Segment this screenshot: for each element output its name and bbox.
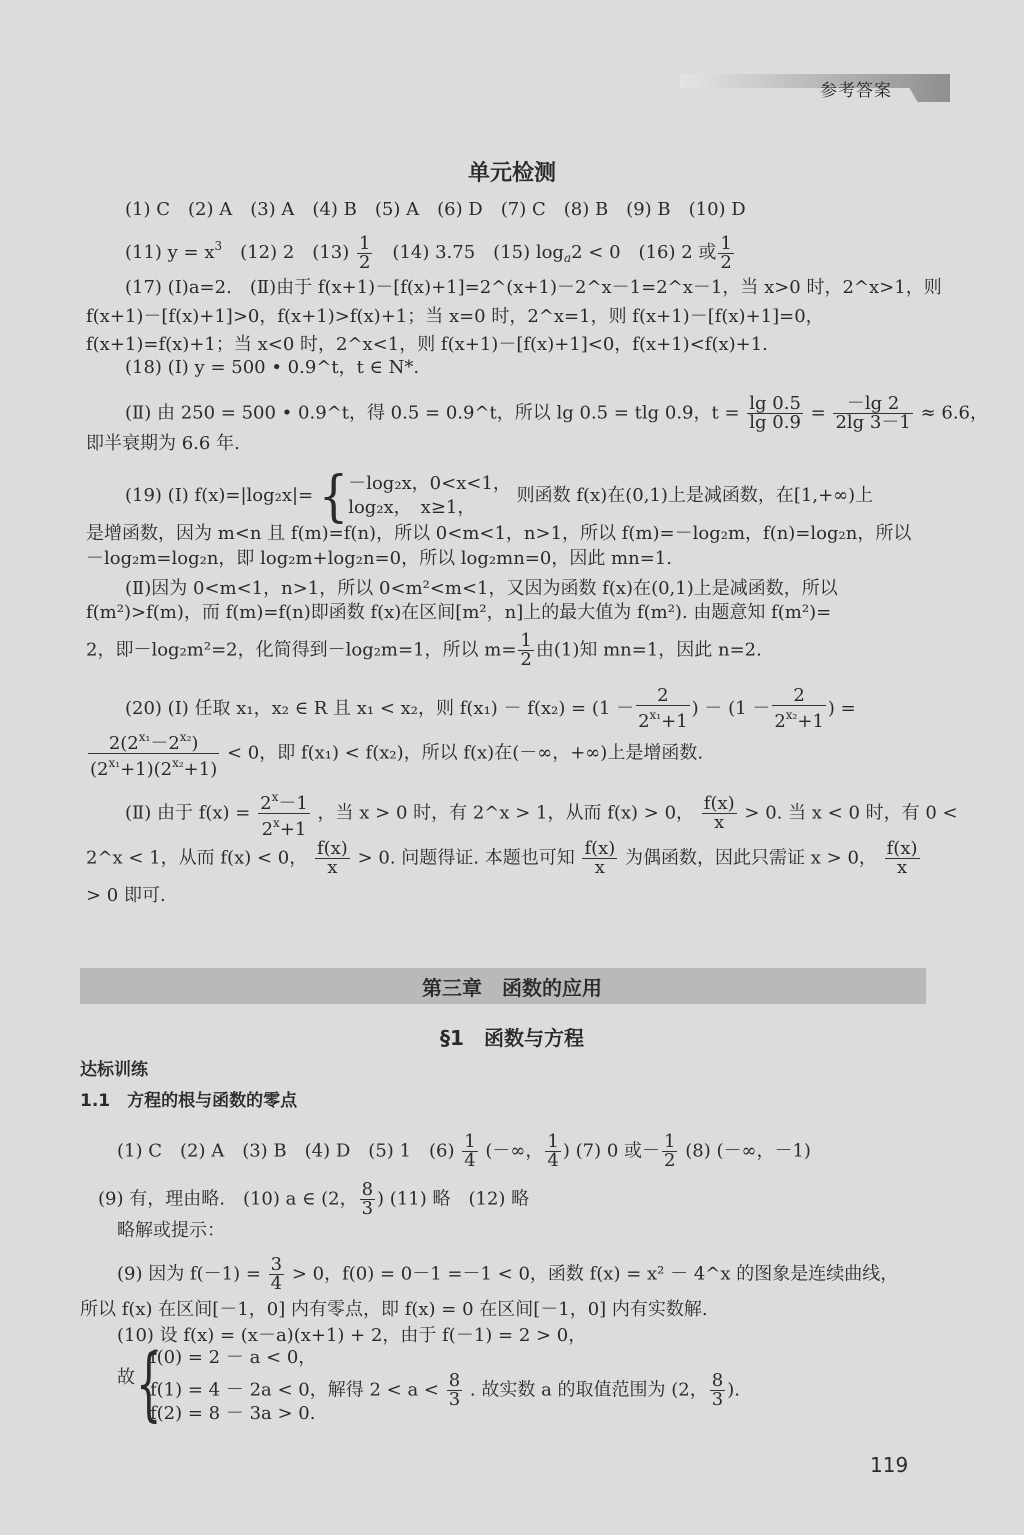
h10-system-2: f(1) = 4 － 2a < 0，解得 2 < a < $\frac{8}{3}$ . 故实数 a 的取值范围为 (2， $\frac{8}{3}$ ). <box>150 1370 740 1410</box>
q19-line-5: f(m²)>f(m)，而 f(m)=f(n)即函数 f(x)在区间[m²，n]上的最大值为 f(m²). 由题意知 f(m²)= <box>86 602 832 623</box>
ch-answers-line-2: (9) 有，理由略. (10) a ∈ (2， $\frac{8}{3}$ ) (11) 略 (12) 略 <box>98 1179 530 1219</box>
answers-line-1: (1) C (2) A (3) A (4) B (5) A (6) D (7) C (8) B (9) B (10) D <box>125 199 746 220</box>
q20-line-5: > 0 即可. <box>86 885 166 906</box>
fraction: $\frac{1}{2}$ <box>720 232 732 273</box>
q17-line-1: (17) (Ⅰ)a=2. (Ⅱ)由于 f(x+1)－[f(x)+1]=2^(x+1)－2^x－1=2^x－1，当 x>0 时，2^x>1，则 <box>125 277 942 298</box>
q18-line-3: 即半衰期为 6.6 年. <box>86 433 240 454</box>
subsection-title: 1.1 方程的根与函数的零点 <box>80 1091 298 1111</box>
h9-line-2: 所以 f(x) 在区间[－1，0] 内有零点，即 f(x) = 0 在区间[－1，0] 内有实数解. <box>80 1299 708 1320</box>
h10-brace: { <box>136 1337 162 1430</box>
section-title: §1 函数与方程 <box>440 1026 584 1050</box>
q20-line-4: 2^x < 1，从而 f(x) < 0， $\frac{f(x)}{x}$ > 0. 问题得证. 本题也可知 $\frac{f(x)}{x}$ 为偶函数，因此只需证 x > 0， $\frac{f(x)}{x}$ <box>86 838 918 878</box>
q20-line-3: (Ⅱ) 由于 f(x) = $\frac{2^x-1}{2^x+1}$ ，当 x > 0 时，有 2^x > 1，从而 f(x) > 0， $\frac{f(x)}{x}$ > 0. 当 x < 0 时，有 0 < <box>125 790 958 840</box>
ch-answers-line-1: (1) C (2) A (3) B (4) D (5) 1 (6) $\frac{1}{4}$ (－∞， $\frac{1}{4}$ ) (7) 0 或－ $\frac{1}{2}$ (8) (－∞，－1) <box>117 1131 811 1171</box>
q18-line-2: (Ⅱ) 由 250 = 500 • 0.9^t，得 0.5 = 0.9^t，所以 lg 0.5 = tlg 0.9，t = $\frac{\lg 0.5}{\lg 0.9}$ = $\frac{-\lg 2}{2\lg 3-1}$ ≈ 6.6， <box>125 393 988 433</box>
q17-line-3: f(x+1)=f(x)+1；当 x<0 时，2^x<1，则 f(x+1)－[f(x)+1]<0，f(x+1)<f(x)+1. <box>86 334 768 355</box>
q19-line-6: 2，即－log₂m²=2，化简得到－log₂m=1，所以 m= $\frac{1}{2}$ 由(1)知 mn=1，因此 n=2. <box>86 630 762 670</box>
header-tab <box>680 74 950 102</box>
q18-line-1: (18) (Ⅰ) y = 500 • 0.9^t，t ∈ N*. <box>125 357 420 378</box>
q20-line-1: (20) (Ⅰ) 任取 x₁，x₂ ∈ R 且 x₁ < x₂，则 f(x₁) － f(x₂) = (1 － $\frac{2}{2^{x_1}+1}$ ) － (1 － $\frac{2}{2^{x_2}+1}$ ) = <box>125 685 856 732</box>
q17-line-2: f(x+1)－[f(x)+1]>0，f(x+1)>f(x)+1；当 x=0 时，2^x=1，则 f(x+1)－[f(x)+1]=0， <box>86 306 824 327</box>
q20-line-2: $\frac{2(2^{x_1}-2^{x_2})}{(2^{x_1}+1)(2^{x_2}+1)}$ < 0，即 f(x₁) < f(x₂)，所以 f(x)在(－∞，+∞)上是增函数. <box>90 730 704 780</box>
page-number: 119 <box>870 1453 909 1477</box>
q19-line-1: (19) (Ⅰ) f(x)=|log₂x|= {－log₂x，0<x<1， log₂x， x≥1， 则函数 f(x)在(0,1)上是减函数，在[1,+∞)上 <box>125 463 874 529</box>
h10-system-3: f(2) = 8 － 3a > 0. <box>150 1403 316 1424</box>
h10-system-1: f(0) = 2 － a < 0， <box>150 1347 317 1368</box>
h10-system-label: 故 <box>117 1367 135 1388</box>
q19-line-3: －log₂m=log₂n，即 log₂m+log₂n=0，所以 log₂mn=0，因此 mn=1. <box>86 548 672 569</box>
hint-label: 略解或提示： <box>117 1220 225 1241</box>
q19-line-2: 是增函数，因为 m<n 且 f(m)=f(n)，所以 0<m<1，n>1，所以 f(m)=－log₂m，f(n)=log₂n，所以 <box>86 523 912 544</box>
h10-line-1: (10) 设 f(x) = (x－a)(x+1) + 2，由于 f(－1) = 2 > 0， <box>117 1325 587 1346</box>
chapter-title: 第三章 函数的应用 <box>422 976 602 1000</box>
h9-line-1: (9) 因为 f(－1) = $\frac{3}{4}$ > 0，f(0) = 0－1 =－1 < 0，函数 f(x) = x² － 4^x 的图象是连续曲线， <box>117 1254 899 1294</box>
unit-test-title: 单元检测 <box>467 161 556 186</box>
q19-line-4: (Ⅱ)因为 0<m<1，n>1，所以 0<m²<m<1，又因为函数 f(x)在(0,1)上是减函数，所以 <box>125 578 838 599</box>
answers-line-2: (11) $y = x^3$ (12) 2 (13) $\frac{1}{2}$ (14) 3.75 (15) $\log_a2 < 0$ (16) 2 或 $\frac{1}{2}$ <box>125 232 732 273</box>
fraction: $\frac{1}{2}$ <box>358 232 371 273</box>
subsection-label: 达标训练 <box>80 1060 148 1080</box>
header-label: 参考答案 <box>820 81 892 101</box>
